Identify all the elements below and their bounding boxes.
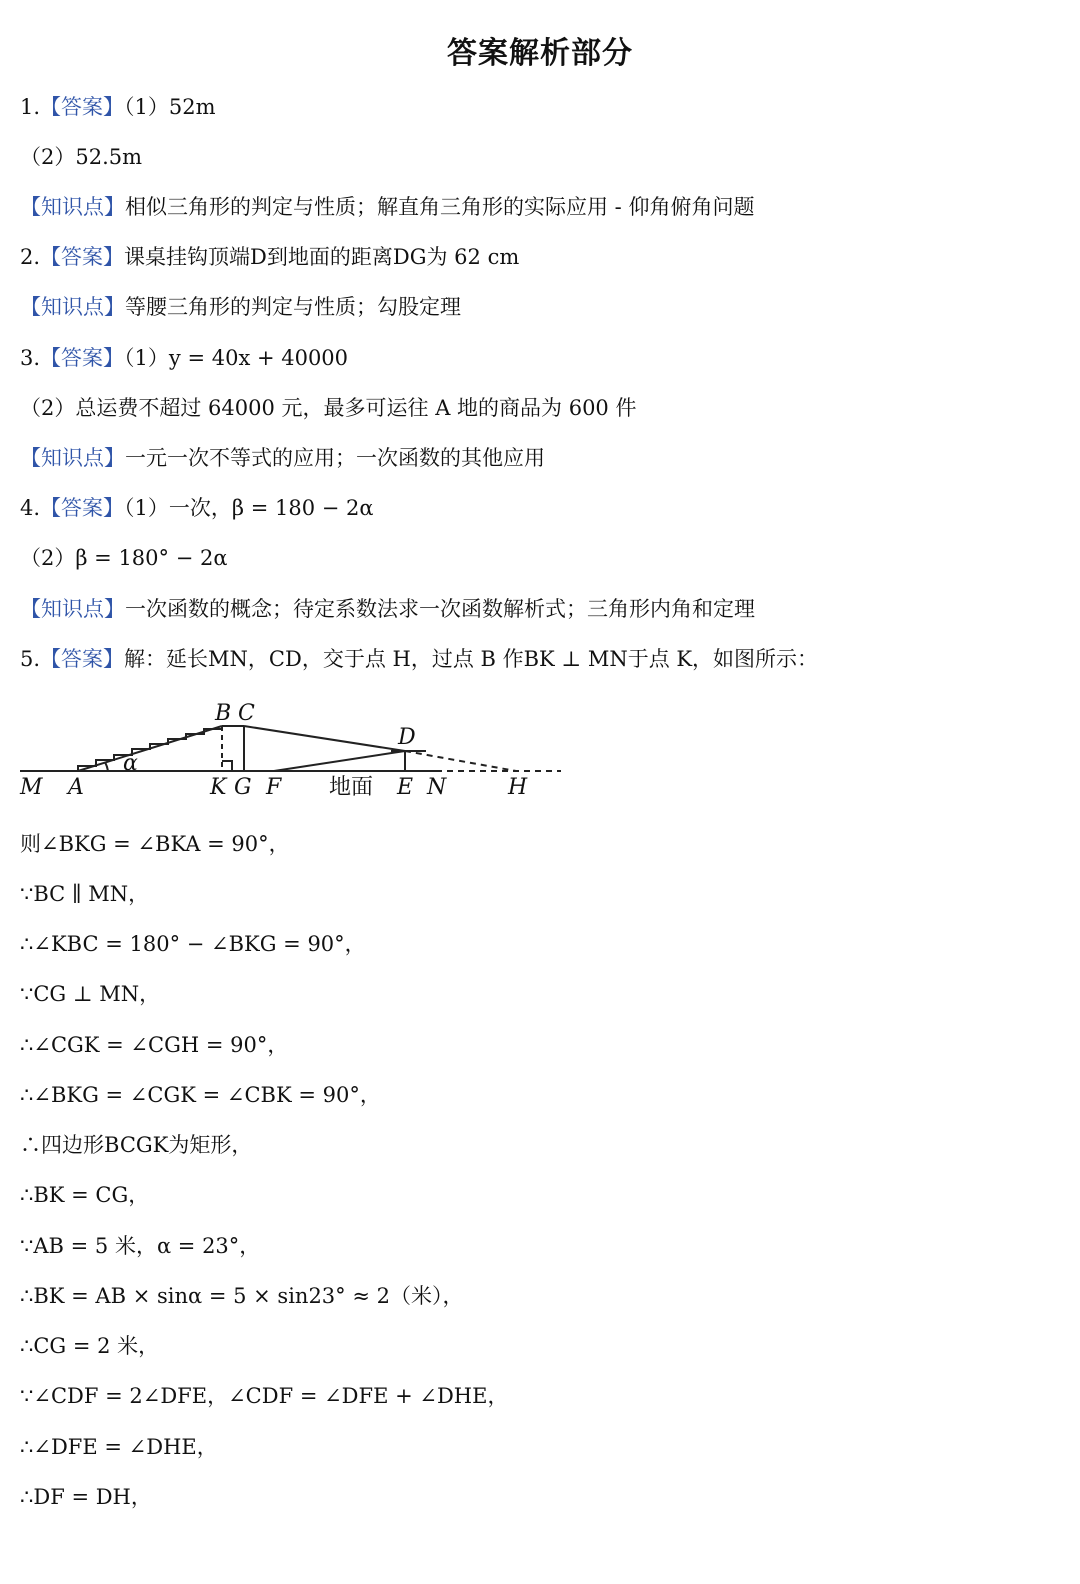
q3-answer-1: （1）y = 40x + 40000 xyxy=(124,346,349,370)
proof-step: ∴∠CGK = ∠CGH = 90°， xyxy=(20,1033,289,1057)
knowledge-tag: 【知识点】 xyxy=(20,597,125,621)
page-title: 答案解析部分 xyxy=(447,36,633,71)
label-n: N xyxy=(427,775,447,800)
label-alpha: α xyxy=(123,751,138,776)
q1-knowledge-line xyxy=(20,192,754,222)
knowledge-tag: 【知识点】 xyxy=(20,446,125,470)
q3-knowledge-line xyxy=(20,443,545,473)
segment-fd xyxy=(274,751,405,771)
q2-answer-line xyxy=(20,242,519,272)
right-angle-mark xyxy=(222,761,232,771)
q2-knowledge: 等腰三角形的判定与性质；勾股定理 xyxy=(125,295,461,319)
proof-step: ∴DF = DH， xyxy=(20,1485,152,1509)
proof-step: ∵BC ∥ MN， xyxy=(20,882,150,906)
q4-number: 4. xyxy=(20,496,41,520)
label-c: C xyxy=(238,701,255,726)
label-g: G xyxy=(234,775,252,800)
q3-answer-2: （2）总运费不超过 64000 元，最多可运往 A 地的商品为 600 件 xyxy=(20,396,637,420)
label-m: M xyxy=(20,775,43,800)
answer-tag: 【答案】 xyxy=(40,245,125,269)
proof-step: ∴BK = CG， xyxy=(20,1183,150,1207)
answer-tag: 【答案】 xyxy=(40,346,125,370)
answer-tag: 【答案】 xyxy=(40,647,125,671)
proof-step: ∴CG = 2 米， xyxy=(20,1334,160,1358)
proof-step: ∴BK = AB × sinα = 5 × sin23° ≈ 2（米）， xyxy=(20,1284,464,1308)
q4-knowledge-line xyxy=(20,594,755,624)
answer-tag: 【答案】 xyxy=(40,496,125,520)
proof-step: ∴∠KBC = 180° − ∠BKG = 90°， xyxy=(20,932,366,956)
q1-answer-line xyxy=(20,92,216,122)
proof-step: ∵AB = 5 米，α = 23°， xyxy=(20,1234,261,1258)
label-d: D xyxy=(398,725,416,750)
proof-step: ∴四边形BCGK为矩形， xyxy=(20,1133,253,1157)
label-k: K xyxy=(210,775,227,800)
q1-knowledge: 相似三角形的判定与性质；解直角三角形的实际应用 - 仰角俯角问题 xyxy=(125,195,755,219)
label-b: B xyxy=(215,701,232,726)
knowledge-tag: 【知识点】 xyxy=(20,295,125,319)
proof-step: 则∠BKG = ∠BKA = 90°， xyxy=(20,832,290,856)
label-a: A xyxy=(68,775,84,800)
q5-answer-line xyxy=(20,644,818,674)
alpha-arc xyxy=(105,762,108,771)
slope-line-ab xyxy=(78,726,222,771)
q3-answer-line xyxy=(20,343,348,373)
label-h: H xyxy=(508,775,528,800)
segment-cd xyxy=(244,726,405,751)
proof-step: ∵CG ⊥ MN， xyxy=(20,982,161,1006)
q1-number: 1. xyxy=(20,95,41,119)
q4-knowledge: 一次函数的概念；待定系数法求一次函数解析式；三角形内角和定理 xyxy=(125,597,755,621)
q2-number: 2. xyxy=(20,245,41,269)
q1-answer-2: （2）52.5m xyxy=(20,145,143,169)
proof-step: ∴∠BKG = ∠CGK = ∠CBK = 90°， xyxy=(20,1083,381,1107)
label-f: F xyxy=(266,775,282,800)
q2-knowledge-line xyxy=(20,292,461,322)
q5-answer: 解：延长MN，CD，交于点 H，过点 B 作BK ⊥ MN于点 K，如图所示： xyxy=(124,647,819,671)
proof-step: ∵∠CDF = 2∠DFE，∠CDF = ∠DFE + ∠DHE， xyxy=(20,1384,509,1408)
q4-answer-1: （1）一次，β = 180 − 2α xyxy=(124,496,374,520)
q3-number: 3. xyxy=(20,346,41,370)
proof-step: ∴∠DFE = ∠DHE， xyxy=(20,1435,218,1459)
knowledge-tag: 【知识点】 xyxy=(20,195,125,219)
q4-answer-line xyxy=(20,493,374,523)
q4-answer-2: （2）β = 180° − 2α xyxy=(20,546,228,570)
label-ground: 地面 xyxy=(329,775,374,800)
q3-knowledge: 一元一次不等式的应用；一次函数的其他应用 xyxy=(125,446,545,470)
answer-tag: 【答案】 xyxy=(40,95,125,119)
q2-answer: 课桌挂钩顶端D到地面的距离DG为 62 cm xyxy=(124,245,520,269)
extension-line-dh xyxy=(405,751,516,771)
q5-number: 5. xyxy=(20,647,41,671)
geometry-diagram xyxy=(16,698,576,808)
q1-answer-1: （1）52m xyxy=(124,95,216,119)
label-e: E xyxy=(397,775,414,800)
